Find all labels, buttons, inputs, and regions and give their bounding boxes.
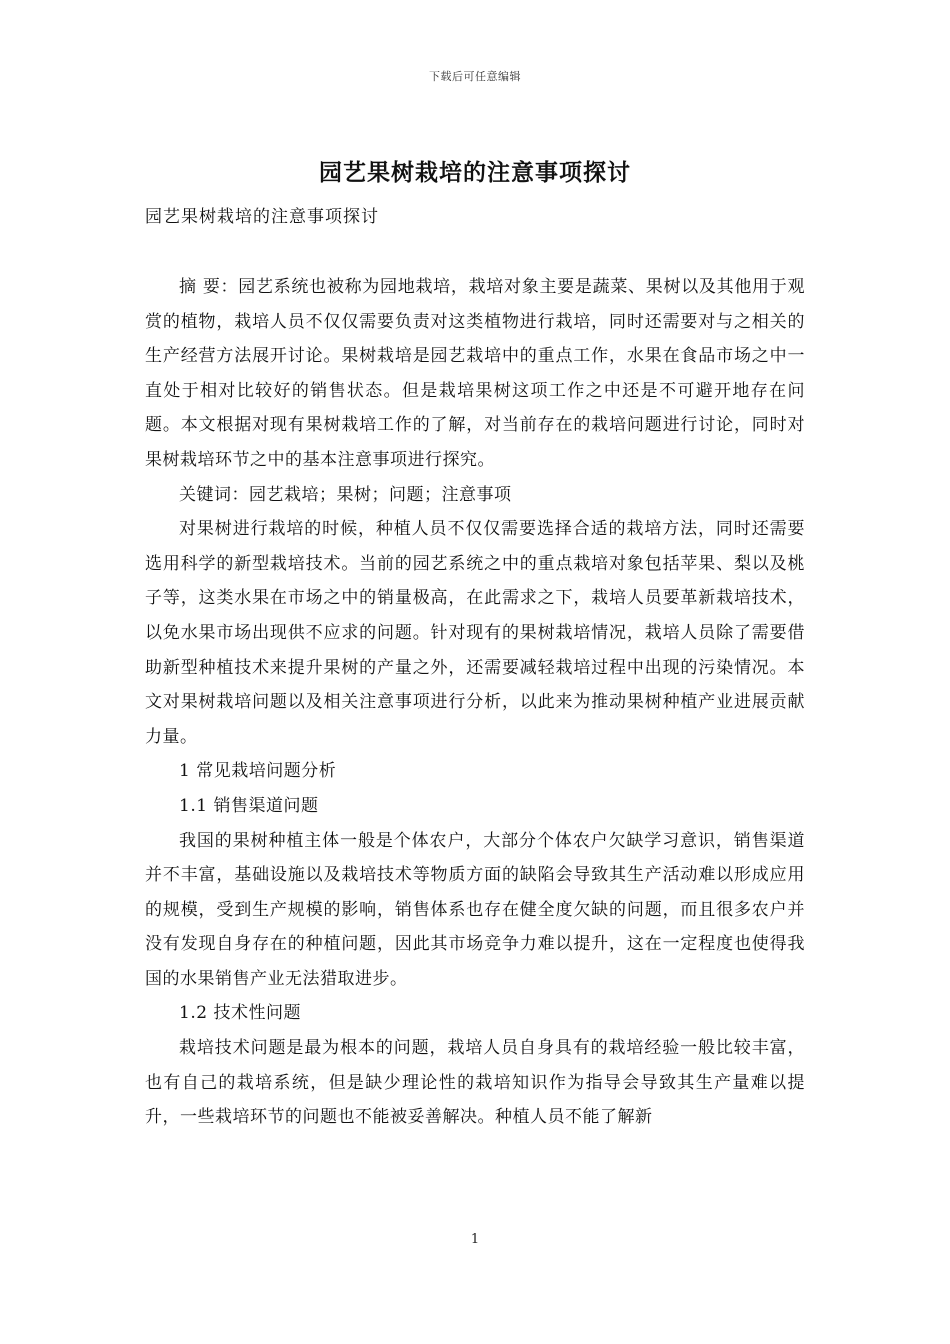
body-text	[145, 270, 805, 1135]
subsection-heading: 1.2 技术性问题	[179, 1003, 301, 1024]
abstract-paragraph: 摘 要：园艺系统也被称为园地栽培，栽培对象主要是蔬菜、果树以及其他用于观赏的植物，栽培人员不仅仅需要负责对这类植物进行栽培，同时还需要对与之相关的生产经营方法展开讨论。果树栽培是园艺栽培中的重点工作，水果在食品市场之中一直处于相对比较好的销售状态。但是栽培果树这项工作之中还是不可避开地存在问题。本文根据对现有果树栽培工作的了解，对当前存在的栽培问题进行讨论，同时对果树栽培环节之中的基本注意事项进行探究。	[145, 277, 805, 470]
section-heading: 1 常见栽培问题分析	[179, 761, 337, 782]
document-subtitle: 园艺果树栽培的注意事项探讨	[145, 207, 379, 227]
document-title: 园艺果树栽培的注意事项探讨	[319, 159, 631, 186]
subsection-heading: 1.1 销售渠道问题	[179, 795, 319, 816]
body-paragraph: 我国的果树种植主体一般是个体农户，大部分个体农户欠缺学习意识，销售渠道并不丰富，基础设施以及栽培技术等物质方面的缺陷会导致其生产活动难以形成应用的规模，受到生产规模的影响，销售体系也存在健全度欠缺的问题，而且很多农户并没有发现自身存在的种植问题，因此其市场竞争力难以提升，这在一定程度也使得我国的水果销售产业无法猎取进步。	[145, 830, 805, 989]
intro-paragraph: 对果树进行栽培的时候，种植人员不仅仅需要选择合适的栽培方法，同时还需要选用科学的新型栽培技术。当前的园艺系统之中的重点栽培对象包括苹果、梨以及桃子等，这类水果在市场之中的销量极高，在此需求之下，栽培人员要革新栽培技术，以免水果市场出现供不应求的问题。针对现有的果树栽培情况，栽培人员除了需要借助新型种植技术来提升果树的产量之外，还需要减轻栽培过程中出现的污染情况。本文对果树栽培问题以及相关注意事项进行分析，以此来为推动果树种植产业进展贡献力量。	[145, 519, 805, 747]
header-note: 下载后可任意编辑	[429, 70, 521, 83]
keywords-paragraph: 关键词：园艺栽培；果树；问题；注意事项	[179, 484, 512, 505]
page-number: 1	[470, 1232, 480, 1247]
body-paragraph: 栽培技术问题是最为根本的问题，栽培人员自身具有的栽培经验一般比较丰富，也有自己的栽培系统，但是缺少理论性的栽培知识作为指导会导致其生产量难以提升，一些栽培环节的问题也不能被妥善解决。种植人员不能了解新	[145, 1038, 805, 1128]
